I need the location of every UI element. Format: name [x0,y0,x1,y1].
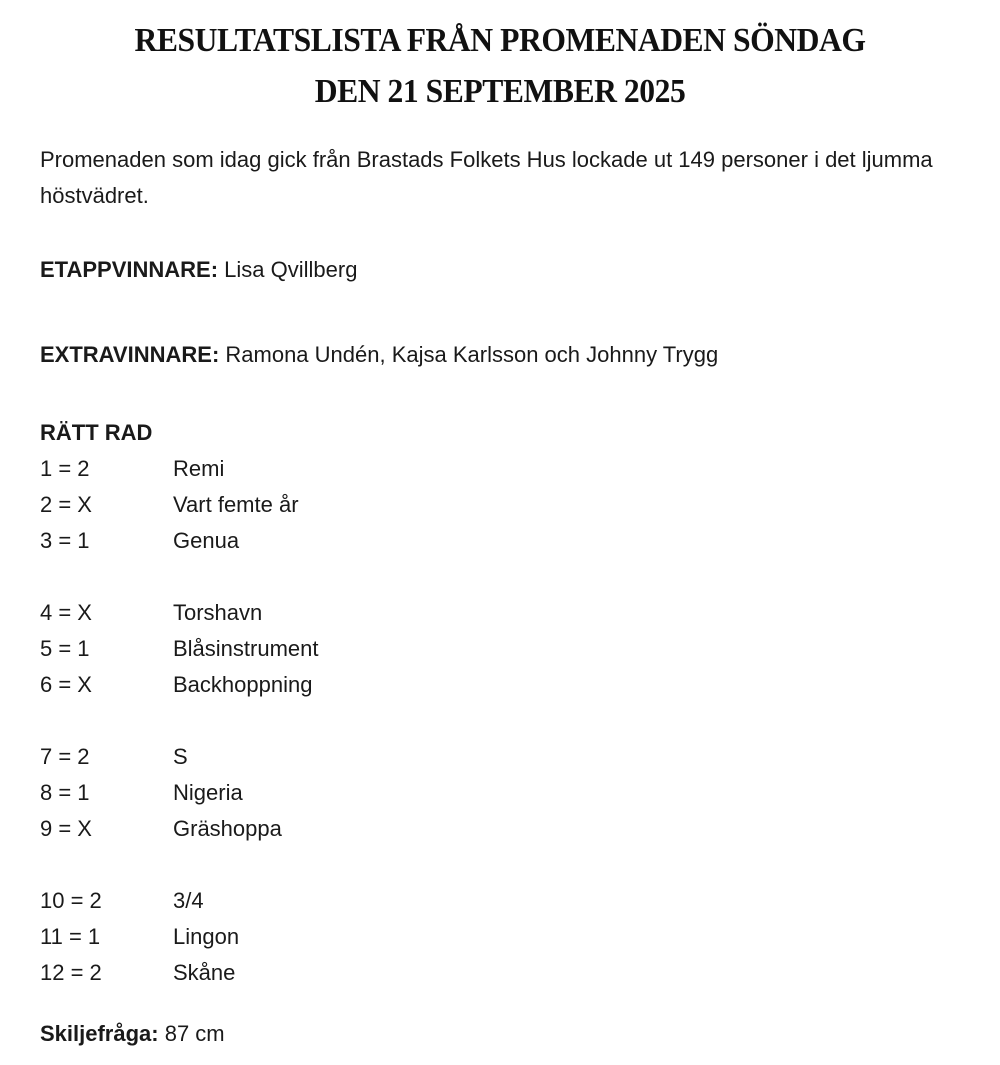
title-line-2: DEN 21 SEPTEMBER 2025 [314,73,686,110]
answer-row [40,523,319,559]
answer-key: 2 = X [40,492,92,517]
answer-row [40,919,319,955]
answer-text: 3/4 [173,888,204,913]
answer-text: Blåsinstrument [173,636,319,661]
tiebreaker-value: 87 cm [158,1021,225,1046]
answer-row [40,595,319,631]
answer-row [40,739,319,775]
tiebreaker [40,1016,225,1052]
answer-key: 7 = 2 [40,744,90,769]
answer-text: Backhoppning [173,672,313,697]
stage-winner-value: Lisa Qvillberg [218,257,358,282]
answer-text: Gräshoppa [173,816,282,841]
answer-key: 9 = X [40,816,92,841]
answer-row [40,451,319,487]
answer-key: 11 = 1 [40,924,101,949]
intro-paragraph: Promenaden som idag gick från Brastads Folkets Hus lockade ut 149 personer i det ljumma höstvädret. [40,147,933,208]
answer-key: 12 = 2 [40,960,102,985]
answer-row [40,631,319,667]
answer-row [40,811,319,847]
group-spacer [40,559,319,595]
title-line-1: RESULTATSLISTA FRÅN PROMENADEN SÖNDAG [134,22,866,59]
answer-key: 4 = X [40,600,92,625]
answer-key: 5 = 1 [40,636,90,661]
answer-key: 6 = X [40,672,92,697]
tiebreaker-label: Skiljefråga: [40,1021,159,1046]
answer-text: Remi [173,456,225,481]
extra-winners-label: EXTRAVINNARE: [40,342,220,367]
extra-winners-value: Ramona Undén, Kajsa Karlsson och Johnny Trygg [219,342,719,367]
stage-winner-label: ETAPPVINNARE: [40,257,219,282]
answer-text: S [173,744,188,769]
answer-key: 3 = 1 [40,528,90,553]
answer-row [40,667,319,703]
answer-text: Genua [173,528,240,553]
answer-row [40,775,319,811]
answer-text: Vart femte år [173,492,299,517]
answer-row [40,955,319,991]
correct-row-list [40,451,319,991]
group-spacer [40,703,319,739]
extra-winners [40,337,718,373]
answer-text: Skåne [173,960,236,985]
answer-row [40,487,319,523]
answer-key: 1 = 2 [40,456,90,481]
answer-text: Lingon [173,924,240,949]
answer-text: Torshavn [173,600,263,625]
answer-key: 8 = 1 [40,780,90,805]
group-spacer [40,847,319,883]
answer-row [40,883,319,919]
answer-text: Nigeria [173,780,243,805]
stage-winner [40,252,357,288]
correct-row-heading: RÄTT RAD [40,420,153,445]
answer-key: 10 = 2 [40,888,102,913]
